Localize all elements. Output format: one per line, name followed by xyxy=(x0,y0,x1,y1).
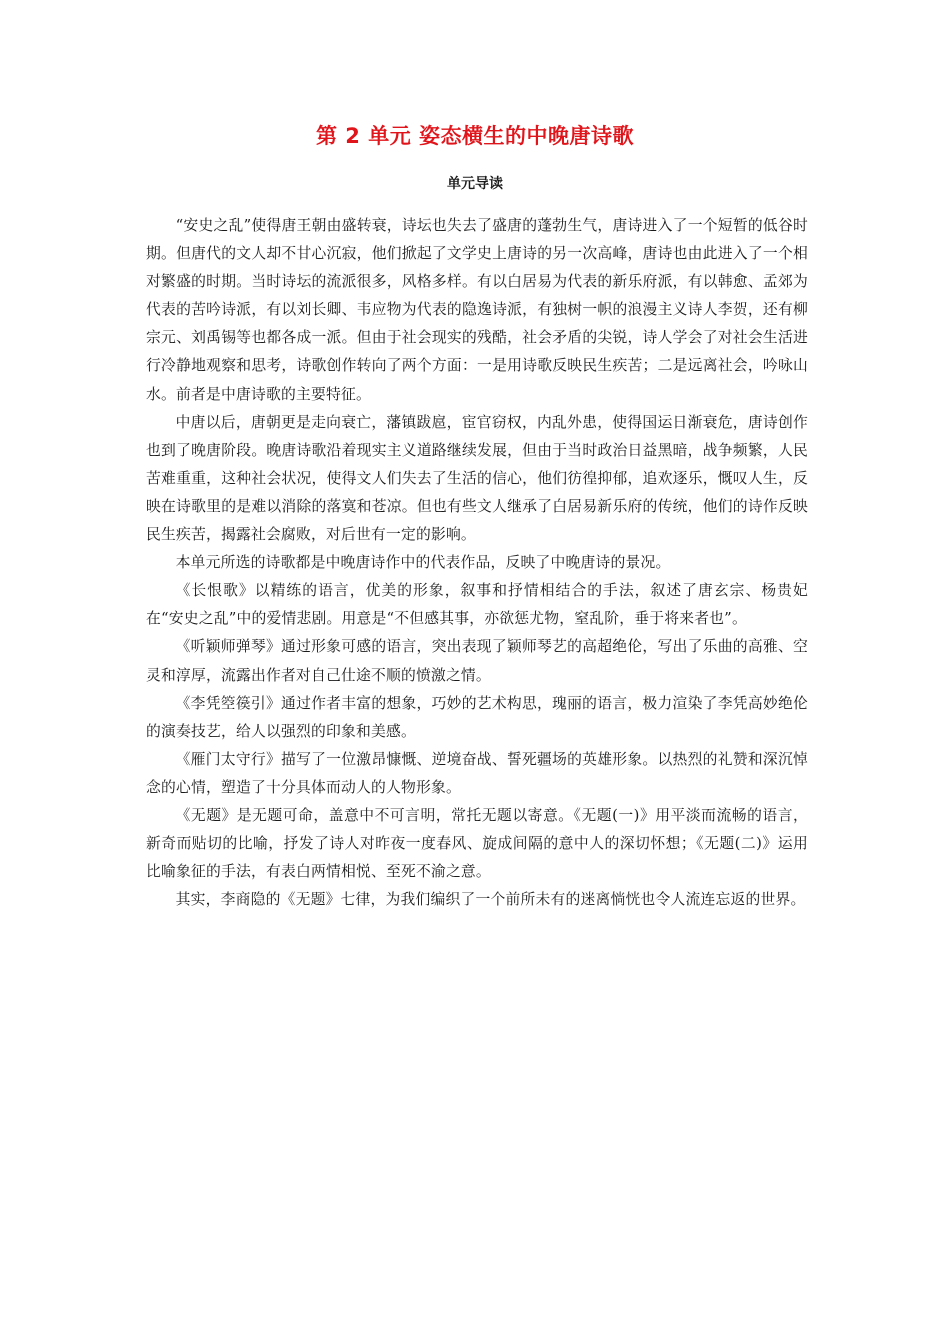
paragraph-yanmen: 《雁门太守行》描写了一位激昂慷慨、逆境奋战、誓死疆场的英雄形象。以热烈的礼赞和深沉悼念的心情，塑造了十分具体而动人的人物形象。 xyxy=(146,750,808,796)
paragraph-unit-overview: 本单元所选的诗歌都是中晚唐诗作中的代表作品，反映了中晚唐诗的景况。 xyxy=(175,554,671,572)
document-body xyxy=(146,212,808,914)
paragraph-tingyingshi: 《听颖师弹琴》通过形象可感的语言，突出表现了颖师琴艺的高超绝伦，写出了乐曲的高雅、空灵和淳厚，流露出作者对自己仕途不顺的愤激之情。 xyxy=(146,638,808,684)
paragraph-wuti: 《无题》是无题可命，盖意中不可言明，常托无题以寄意。《无题(一)》用平淡而流畅的语言，新奇而贴切的比喻，抒发了诗人对昨夜一度春风、旋成间隔的意中人的深切怀想；《无题(二)》运用比喻象征的手法，有表白两情相悦、至死不渝之意。 xyxy=(146,806,808,881)
paragraph-late-tang: 中唐以后，唐朝更是走向衰亡，藩镇跋扈，宦官窃权，内乱外患，使得国运日渐衰危，唐诗创作也到了晚唐阶段。晚唐诗歌沿着现实主义道路继续发展，但由于当时政治日益黑暗，战争频繁，人民苦难重重，这种社会状况，使得文人们失去了生活的信心，他们彷徨抑郁，追欢逐乐，慨叹人生，反映在诗歌里的是难以消除的落寞和苍凉。但也有些文人继承了白居易新乐府的传统，他们的诗作反映民生疾苦，揭露社会腐败，对后世有一定的影响。 xyxy=(146,413,808,544)
section-heading: 单元导读 xyxy=(447,176,503,192)
paragraph-lipingkonghou: 《李凭箜篌引》通过作者丰富的想象，巧妙的艺术构思，瑰丽的语言，极力渲染了李凭高妙绝伦的演奏技艺，给人以强烈的印象和美感。 xyxy=(146,694,808,740)
document-title: 第 2 单元 姿态横生的中晚唐诗歌 xyxy=(315,124,635,148)
paragraph-changhenge: 《长恨歌》以精练的语言，优美的形象，叙事和抒情相结合的手法，叙述了唐玄宗、杨贵妃在“安史之乱”中的爱情悲剧。用意是“不但感其事，亦欲惩尤物，窒乱阶，垂于将来者也”。 xyxy=(146,582,808,628)
paragraph-conclusion: 其实，李商隐的《无题》七律，为我们编织了一个前所未有的迷离惝恍也令人流连忘返的世界。 xyxy=(175,891,806,909)
paragraph-intro: “安史之乱”使得唐王朝由盛转衰，诗坛也失去了盛唐的蓬勃生气，唐诗进入了一个短暂的低谷时期。但唐代的文人却不甘心沉寂，他们掀起了文学史上唐诗的另一次高峰，唐诗也由此进入了一个相对繁盛的时期。当时诗坛的流派很多，风格多样。有以白居易为代表的新乐府派，有以韩愈、孟郊为代表的苦吟诗派，有以刘长卿、韦应物为代表的隐逸诗派，有独树一帜的浪漫主义诗人李贺，还有柳宗元、刘禹锡等也都各成一派。但由于社会现实的残酷，社会矛盾的尖锐，诗人学会了对社会生活进行冷静地观察和思考，诗歌创作转向了两个方面：一是用诗歌反映民生疾苦；二是远离社会，吟咏山水。前者是中唐诗歌的主要特征。 xyxy=(146,217,808,403)
